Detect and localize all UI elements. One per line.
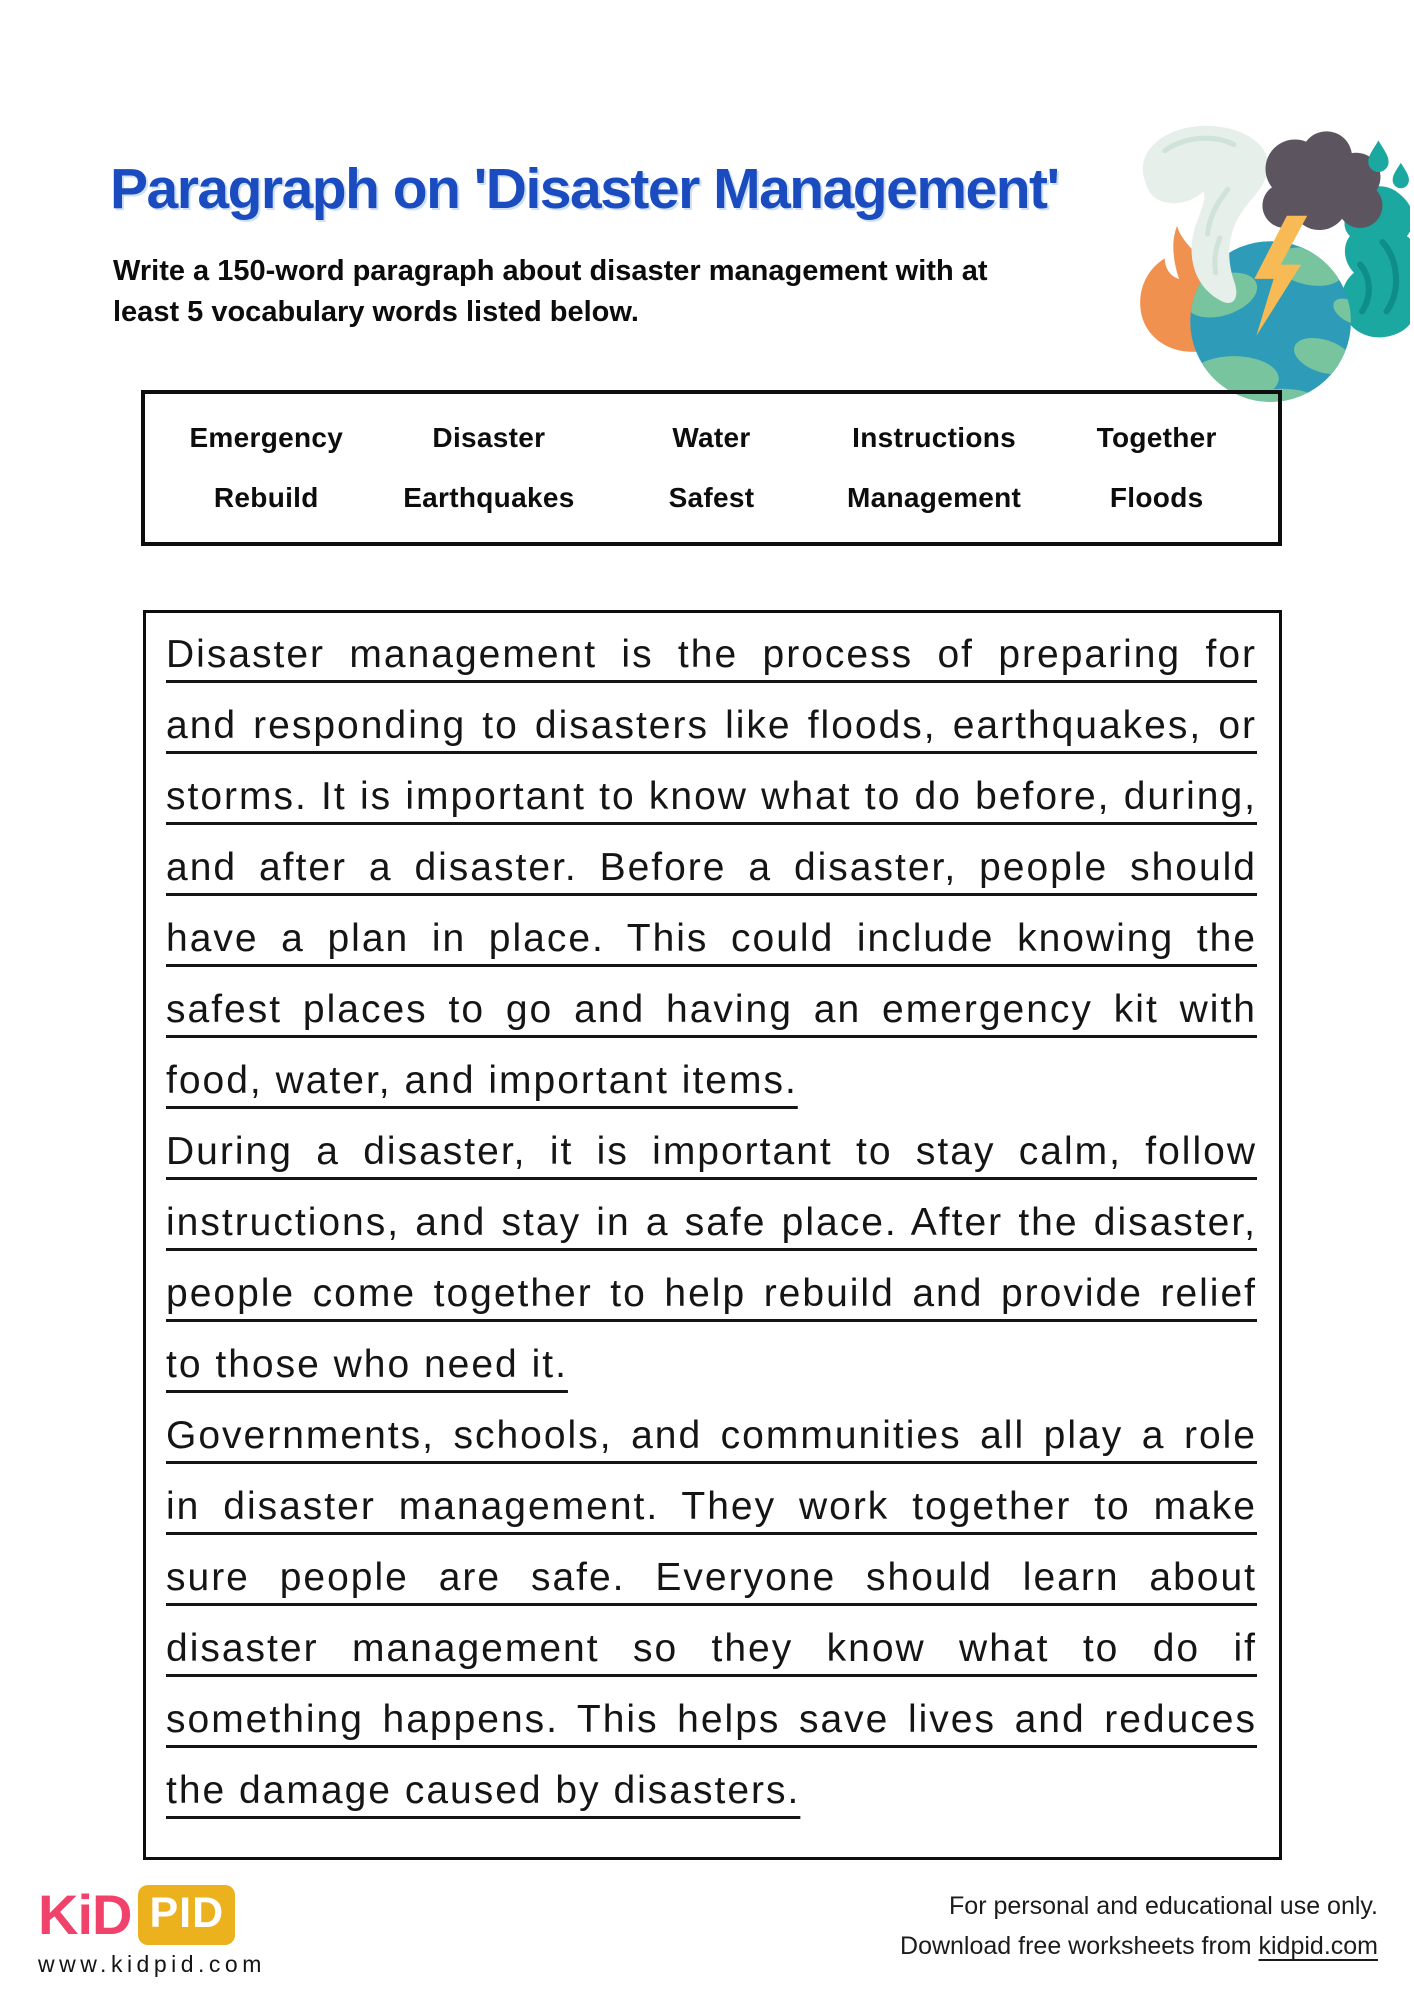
- storm-cloud-icon: [1262, 131, 1382, 230]
- page-subtitle: [113, 251, 988, 333]
- disaster-illustration-svg: [1120, 112, 1410, 407]
- usage-note-line-2: [900, 1926, 1378, 1966]
- vocab-word-water: Water: [672, 422, 751, 453]
- kidpid-logo: [38, 1882, 235, 1947]
- vocab-word-emergency: Emergency: [189, 422, 344, 453]
- usage-note-line-2-text: Download free worksheets from: [900, 1932, 1259, 1960]
- paragraph-answer-box: [143, 610, 1282, 1860]
- kidpid-link[interactable]: kidpid.com: [1258, 1932, 1378, 1960]
- usage-note-line-1: For personal and educational use only.: [949, 1892, 1378, 1920]
- earth-disaster-illustration: [1120, 112, 1410, 407]
- vocab-word-management: Management: [847, 482, 1022, 513]
- vocab-word-disaster: Disaster: [432, 422, 546, 453]
- vocab-word-instructions: Instructions: [852, 422, 1017, 453]
- page-title: Paragraph on 'Disaster Management': [110, 157, 1059, 221]
- vocab-word-safest: Safest: [668, 482, 755, 513]
- paragraph-1: Disaster management is the process of preparing for and responding to disasters like floods, earthquakes, or storms. It is important to know what to do before, during, and after a disaster. Before a disaster, people should have a plan in place. This could include knowing the safest places to go and having an emergency kit with food, water, and important items.: [166, 633, 1257, 1102]
- footer-website-url: www.kidpid.com: [38, 1951, 266, 1977]
- vocabulary-word-bank: [141, 390, 1282, 546]
- vocab-word-floods: Floods: [1109, 482, 1204, 513]
- subtitle-line-2: least 5 vocabulary words listed below.: [113, 296, 639, 328]
- vocab-word-together: Together: [1096, 422, 1217, 453]
- paragraph-2: During a disaster, it is important to stay calm, follow instructions, and stay in a safe place. After the disaster, people come together to help rebuild and provide relief to those who need it.: [166, 1130, 1257, 1386]
- footer-usage-note: [900, 1886, 1378, 1966]
- vocab-word-rebuild: Rebuild: [213, 482, 319, 513]
- kidpid-logo-kid: KiD: [38, 1883, 132, 1946]
- paragraph-3: Governments, schools, and communities all play a role in disaster management. They work together to make sure people are safe. Everyone should learn about disaster management so they know what to do if something happens. This helps save lives and reduces the damage caused by disasters.: [166, 1414, 1257, 1812]
- vocab-word-earthquakes: Earthquakes: [403, 482, 575, 513]
- kidpid-logo-pid: PID: [138, 1885, 235, 1945]
- subtitle-line-1: Write a 150-word paragraph about disaster management with at: [113, 255, 988, 287]
